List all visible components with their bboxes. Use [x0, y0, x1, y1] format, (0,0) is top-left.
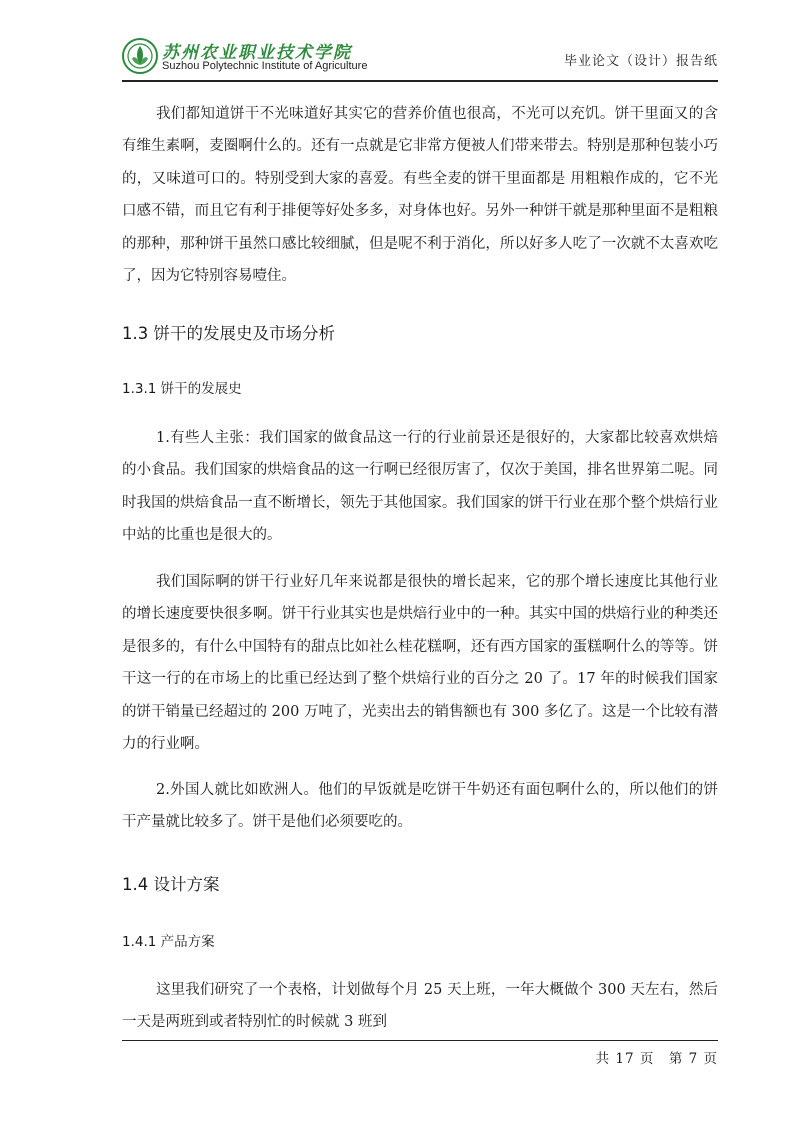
page-number: 共 17 页 第 7 页: [595, 1051, 718, 1067]
header-divider: [122, 80, 718, 82]
section-heading-1-4: 1.4 设计方案: [122, 875, 220, 894]
body-paragraph-2: 1.有些人主张：我们国家的做食品这一行的行业前景还是很好的，大家都比较喜欢烘焙的小食品。我们国家的烘焙食品的这一行啊已经很厉害了，仅次于美国，排名世界第二呢。同时我国的烘焙食品一直不断增长，领先于其他国家。我们国家的饼干行业在那个整个烘焙行业中站的比重也是很大的。: [122, 430, 718, 544]
body-paragraph-4: 2.外国人就比如欧洲人。他们的早饭就是吃饼干牛奶还有面包啊什么的，所以他们的饼干产量就比较多了。饼干是他们必须要吃的。: [122, 782, 718, 831]
school-name-cn: 苏州农业职业技术学院: [162, 43, 352, 63]
subsection-heading-1-3-1: 1.3.1 饼干的发展史: [122, 381, 242, 397]
document-type-label: 毕业论文（设计）报告纸: [563, 54, 718, 69]
body-paragraph-5: 这里我们研究了一个表格，计划做每个月 25 天上班，一年大概做个 300 天左右，然后一天是两班到或者特别忙的时候就 3 班到: [122, 982, 718, 1031]
section-heading-1-3: 1.3 饼干的发展史及市场分析: [122, 324, 335, 343]
subsection-heading-1-4-1: 1.4.1 产品方案: [122, 934, 215, 950]
school-emblem-icon: [122, 38, 158, 74]
footer-divider: [122, 1040, 718, 1041]
body-paragraph-1: 我们都知道饼干不光味道好其实它的营养价值也很高，不光可以充饥。饼干里面又的含有维生素啊，麦圈啊什么的。还有一点就是它非常方便被人们带来带去。特别是那种包装小巧的，又味道可口的。特别受到大家的喜爱。有些全麦的饼干里面都是 用粗粮作成的，它不光口感不错，而且它有利于排便等好处多多，对身体也好。另外一种饼干就是那种里面不是粗粮的那种，那种饼干虽然口感比较细腻，但是呢不利于消化，所以好多人吃了一次就不太喜欢吃了，因为它特别容易噎住。: [122, 106, 718, 285]
school-name-en: Suzhou Polytechnic Institute of Agriculture: [162, 60, 368, 72]
page-header: [122, 36, 718, 80]
body-paragraph-3: 我们国际啊的饼干行业好几年来说都是很快的增长起来，它的那个增长速度比其他行业的增长速度要快很多啊。饼干行业其实也是烘焙行业中的一种。其实中国的烘焙行业的种类还是很多的，有什么中国特有的甜点比如社么桂花糕啊，还有西方国家的蛋糕啊什么的等等。饼干这一行的在市场上的比重已经达到了整个烘焙行业的百分之 20 了。17 年的时候我们国家的饼干销量已经超过的 200 万吨了，光卖出去的销售额也有 300 多亿了。这是一个比较有潜力的行业啊。: [122, 574, 718, 753]
